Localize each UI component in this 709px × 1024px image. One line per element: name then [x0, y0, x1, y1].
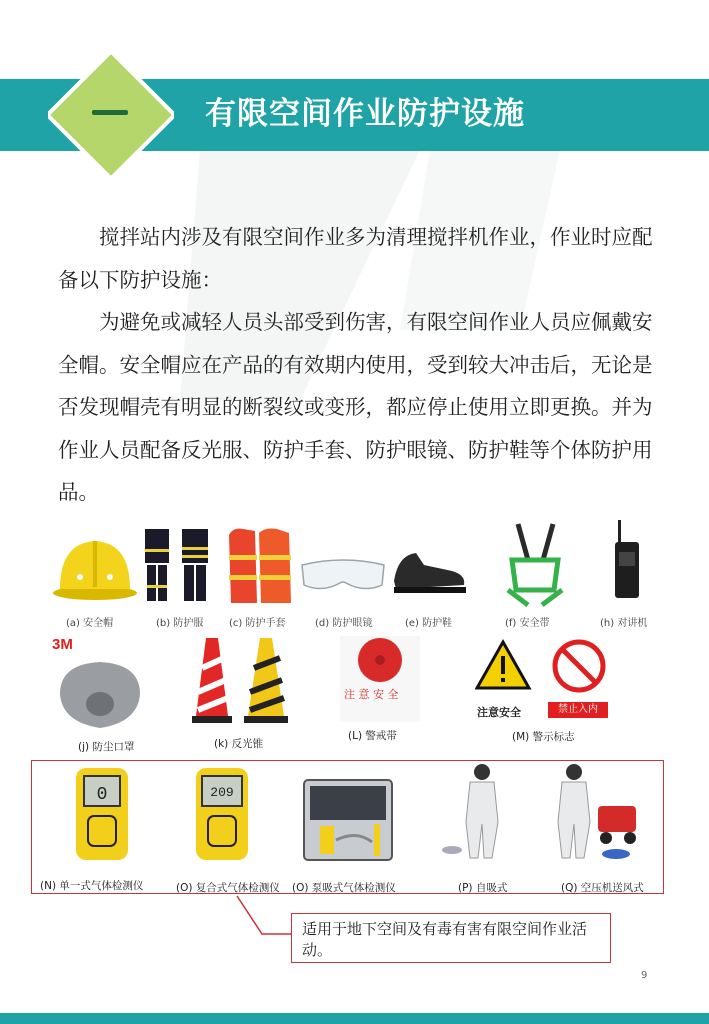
traffic-cones-image [188, 632, 303, 731]
page-title: 有限空间作业防护设施 [205, 96, 525, 132]
sign-caution-text: 注意安全 [477, 706, 521, 719]
caption-helmet: (a) 安全帽 [66, 618, 114, 629]
warning-tape-image [340, 636, 420, 722]
caption-compressor-breathing: (Q) 空压机送风式 [561, 882, 644, 894]
single-gas-detector-image [72, 766, 132, 866]
walkie-talkie-image [612, 518, 642, 604]
self-contained-breathing-image [440, 762, 510, 866]
warning-tape-text: 注 意 安 全 [344, 688, 399, 701]
caption-goggles: (d) 防护眼镜 [315, 618, 373, 629]
pump-gas-detector-image [302, 770, 394, 866]
paragraph-helmet: 为避免或减轻人员头部受到伤害，有限空间作业人员应佩戴安全帽。安全帽应在产品的有效期内使用，受到较大冲击后，无论是否发现帽壳有明显的断裂纹或变形，都应停止使用立即更换。并为作业人员配备反光服、防护手套、防护眼镜、防护鞋等个体防护用品。 [58, 310, 653, 504]
caption-shoes: (e) 防护鞋 [405, 618, 453, 629]
protective-suit-image [140, 525, 215, 609]
caption-suit: (b) 防护服 [156, 618, 204, 629]
caption-signs: (M) 警示标志 [512, 731, 575, 743]
detector2-reading: 209 [210, 785, 234, 800]
caption-radio: (h) 对讲机 [600, 618, 648, 629]
warning-signs-image [475, 638, 615, 719]
caption-multi-detector: (O) 复合式气体检测仪 [176, 882, 280, 894]
caption-mask: (j) 防尘口罩 [78, 741, 135, 753]
page-number: 9 [641, 970, 648, 981]
body-text [58, 216, 658, 514]
sign-no-entry-text: 禁止入内 [548, 702, 608, 718]
goggles-image [298, 555, 388, 601]
safety-harness-image [498, 520, 573, 614]
air-compressor-breathing-image [556, 762, 640, 866]
caption-pump-detector: (O) 泵吸式气体检测仪 [292, 882, 396, 894]
caption-harness: (f) 安全带 [505, 618, 550, 629]
caption-self-breathing: (P) 自吸式 [458, 882, 508, 894]
section-number [92, 110, 128, 115]
multi-gas-detector-image [192, 766, 252, 866]
applicability-note: 适用于地下空间及有毒有害有限空间作业活动。 [291, 913, 611, 963]
mask-brand-logo: 3M [52, 636, 73, 653]
caption-single-detector: (N) 单一式气体检测仪 [40, 880, 144, 892]
paragraph-intro: 搅拌站内涉及有限空间作业多为清理搅拌机作业，作业时应配备以下防护设施： [58, 225, 653, 292]
gloves-image [225, 525, 295, 611]
caption-tape: (L) 警戒带 [348, 730, 397, 742]
caption-gloves: (c) 防护手套 [229, 618, 286, 629]
helmet-image [50, 525, 140, 609]
footer-bar [0, 1013, 709, 1024]
section-number-badge [48, 52, 174, 178]
caption-cones: (k) 反光锥 [214, 738, 264, 750]
detector1-reading: 0 [96, 785, 108, 805]
safety-shoes-image [390, 545, 470, 604]
